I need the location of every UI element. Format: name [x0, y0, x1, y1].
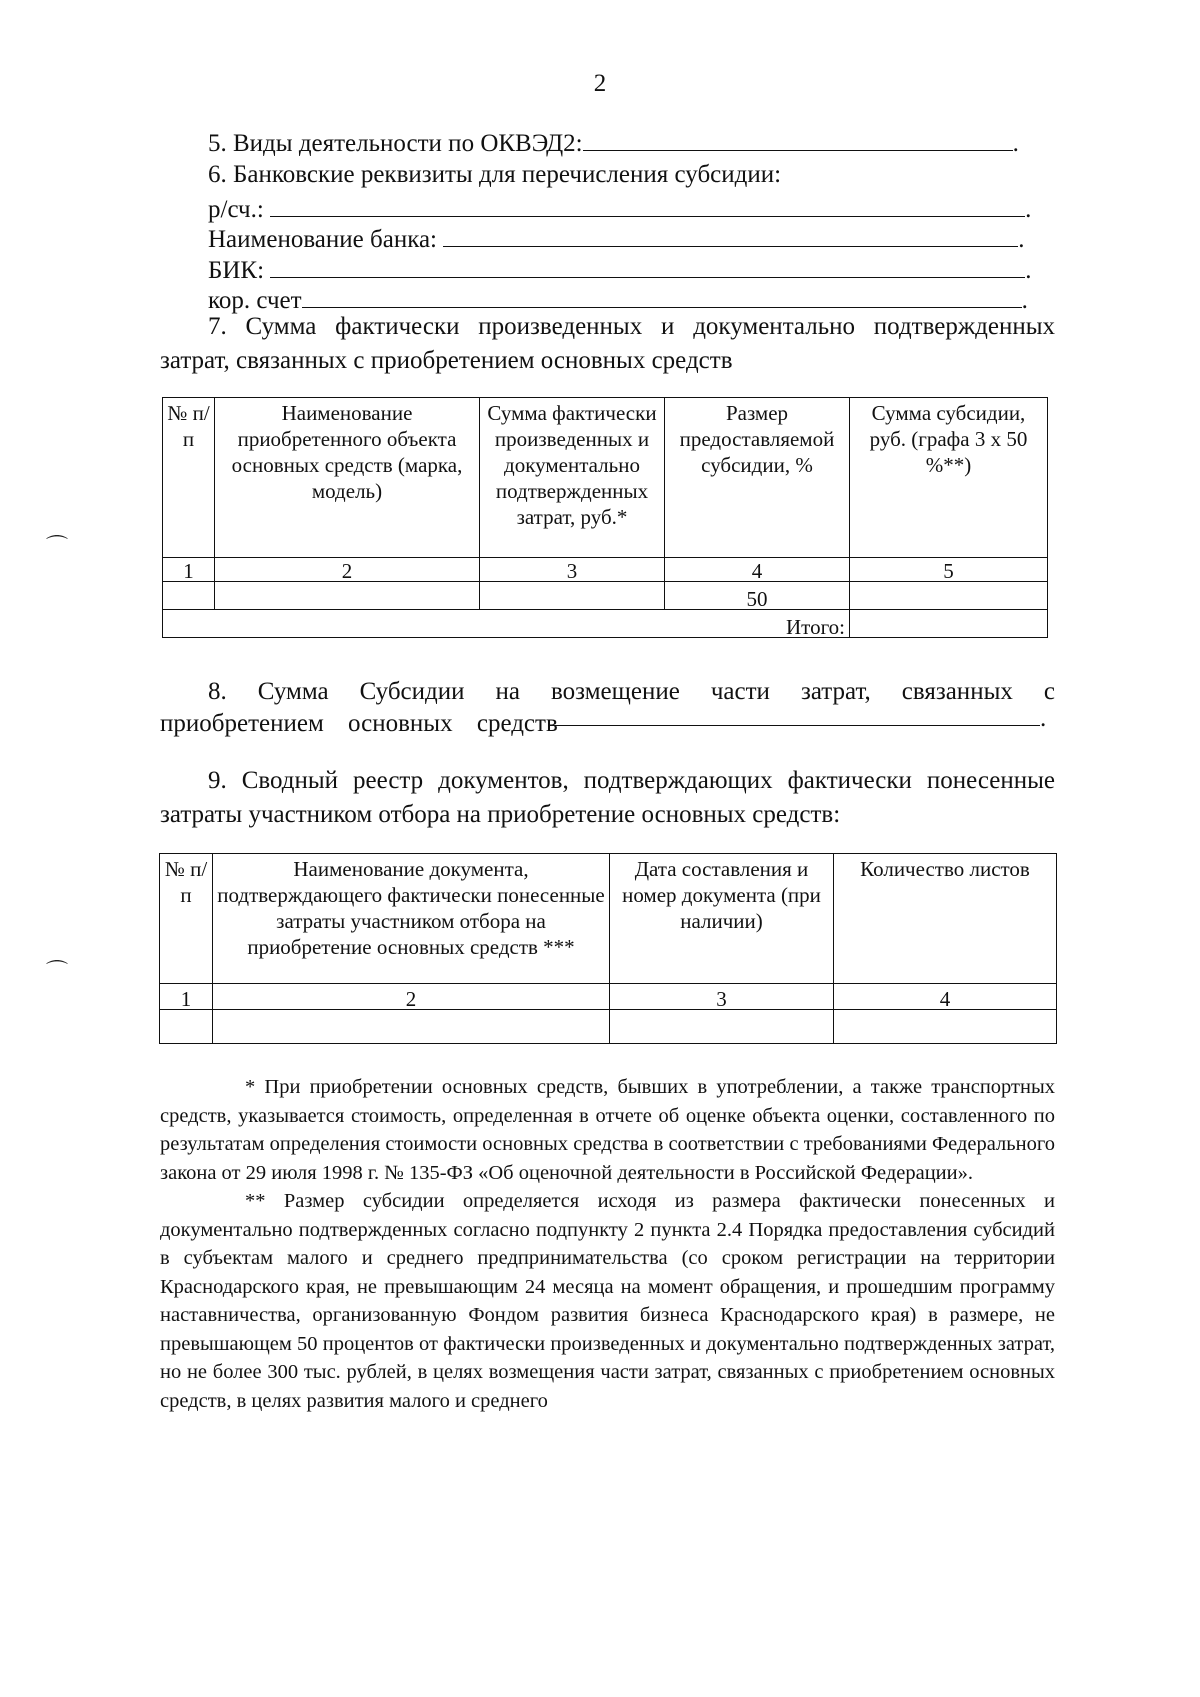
- expenses-table: [162, 397, 1048, 638]
- okved-blank[interactable]: [583, 128, 1013, 151]
- doc-col-number-3: 3: [610, 984, 834, 1010]
- section8-text: 8. Сумма Субсидии на возмещение части затрат, связанных с приобретением основных средств: [160, 678, 1055, 737]
- col-header-actual-costs: Сумма фактически произведенных и документально подтвержденных затрат, руб.*: [480, 398, 665, 558]
- okved-label: 5. Виды деятельности по ОКВЭД2:: [208, 130, 583, 157]
- col-number-4: 4: [665, 558, 850, 582]
- subsidy-sum-blank[interactable]: [548, 703, 1040, 726]
- doc-col-number-4: 4: [834, 984, 1057, 1010]
- col-number-1: 1: [163, 558, 215, 582]
- expenses-column-numbers: [163, 558, 1048, 582]
- doc-col-number-1: 1: [160, 984, 213, 1010]
- account-line: р/сч.: .: [208, 196, 1032, 223]
- bik-blank[interactable]: [270, 255, 1025, 278]
- bank-name-line: Наименование банка: .: [208, 226, 1025, 253]
- bik-line: БИК: .: [208, 257, 1032, 284]
- doc-row-cell-date-number[interactable]: [610, 1010, 834, 1044]
- documents-table: [159, 853, 1057, 1044]
- section7-text: 7. Сумма фактически произведенных и документально подтвержденных затрат, связанных с приобретением основных средств: [160, 313, 1055, 374]
- col-number-5: 5: [850, 558, 1048, 582]
- section8-blank-line: .: [548, 703, 1046, 734]
- footnote-star2: ** Размер субсидии определяется исходя из размера фактически понесенных и документально подтвержденных согласно подпункту 2 пункта 2.4 Порядка предоставления субсидий в субъектам малого и среднего предпринимательства (со сроком регистрации на территории Краснодарского края, не превышающим 24 месяца на момент обращения, и прошедшим программу наставничества, организованную Фондом развития бизнеса Краснодарского края) в размере, не превышающем 50 процентов от фактически произведенных и документально подтвержденных затрат, но не более 300 тыс. рублей, в целях возмещения части затрат, связанных с приобретением основных средств, в целях развития малого и среднего: [160, 1190, 1055, 1412]
- bank-name-blank[interactable]: [443, 224, 1018, 247]
- row-cell-asset-name[interactable]: [215, 582, 480, 610]
- bik-label: БИК:: [208, 257, 265, 284]
- doc-row-cell-document-name[interactable]: [213, 1010, 610, 1044]
- row-cell-subsidy-percent: 50: [665, 582, 850, 610]
- total-row: [163, 610, 1048, 638]
- doc-col-header-sheet-count: Количество листов: [834, 854, 1057, 984]
- margin-mark: ⌒: [46, 959, 69, 984]
- section9-text: 9. Сводный реестр документов, подтверждающих фактически понесенные затраты участником отбора на приобретение основных средств:: [160, 767, 1055, 828]
- doc-row-cell-number[interactable]: [160, 1010, 213, 1044]
- doc-col-header-number: № п/п: [160, 854, 213, 984]
- row-cell-subsidy-amount[interactable]: [850, 582, 1048, 610]
- corr-account-blank[interactable]: [302, 285, 1022, 308]
- col-number-2: 2: [215, 558, 480, 582]
- col-header-subsidy-amount: Сумма субсидии, руб. (графа 3 х 50 %**): [850, 398, 1048, 558]
- okved-line: 5. Виды деятельности по ОКВЭД2: .: [208, 130, 1019, 157]
- margin-mark: ⌒: [46, 534, 69, 559]
- col-header-number: № п/п: [163, 398, 215, 558]
- table-row: [160, 1010, 1057, 1044]
- account-label: р/сч.:: [208, 196, 264, 223]
- documents-header-row: [160, 854, 1057, 984]
- col-header-subsidy-percent: Размер предоставляемой субсидии, %: [665, 398, 850, 558]
- footnotes: [160, 1073, 1055, 1415]
- col-number-3: 3: [480, 558, 665, 582]
- doc-col-header-document-name: Наименование документа, подтверждающего фактически понесенные затраты участником отбора на приобретение основных средств ***: [213, 854, 610, 984]
- row-cell-actual-costs[interactable]: [480, 582, 665, 610]
- documents-column-numbers: [160, 984, 1057, 1010]
- doc-row-cell-sheet-count[interactable]: [834, 1010, 1057, 1044]
- footnote-star1: * При приобретении основных средств, бывших в употреблении, а также транспортных средств, указывается стоимость, определенная в отчете об оценке объекта оценки, составленного по результатам определения стоимости основных средства в соответствии с требованиями Федерального закона от 29 июля 1998 г. № 135-ФЗ «Об оценочной деятельности в Российской Федерации».: [160, 1076, 1055, 1184]
- total-label: Итого:: [163, 610, 850, 638]
- corr-account-label: кор. счет: [208, 287, 302, 314]
- total-value[interactable]: [850, 610, 1048, 638]
- bank-details-heading: 6. Банковские реквизиты для перечисления субсидии:: [208, 161, 782, 188]
- doc-col-number-2: 2: [213, 984, 610, 1010]
- page-number: 2: [593, 70, 607, 97]
- account-blank[interactable]: [270, 194, 1025, 217]
- table-row: [163, 582, 1048, 610]
- col-header-asset-name: Наименование приобретенного объекта основных средств (марка, модель): [215, 398, 480, 558]
- row-cell-number[interactable]: [163, 582, 215, 610]
- expenses-header-row: [163, 398, 1048, 558]
- corr-account-line: кор. счет .: [208, 287, 1028, 314]
- bank-name-label: Наименование банка:: [208, 226, 438, 253]
- doc-col-header-date-number: Дата составления и номер документа (при наличии): [610, 854, 834, 984]
